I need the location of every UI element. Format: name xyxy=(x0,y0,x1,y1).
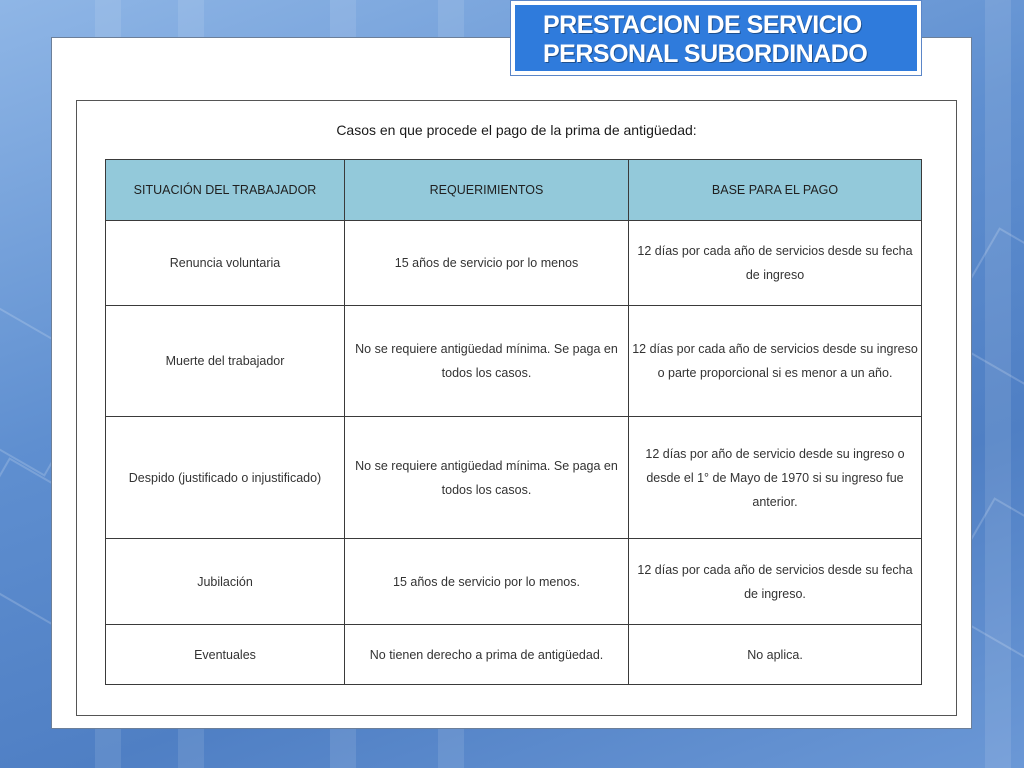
cell-requirements: 15 años de servicio por lo menos xyxy=(345,221,629,306)
table-row xyxy=(106,417,922,539)
header-situation: SITUACIÓN DEL TRABAJADOR xyxy=(106,160,345,221)
cell-payment-base: 12 días por año de servicio desde su ingreso o desde el 1° de Mayo de 1970 si su ingreso fue anterior. xyxy=(629,417,922,539)
table-row xyxy=(106,625,922,685)
seniority-premium-table xyxy=(105,159,922,685)
cell-requirements: No se requiere antigüedad mínima. Se paga en todos los casos. xyxy=(345,306,629,417)
cell-requirements: No tienen derecho a prima de antigüedad. xyxy=(345,625,629,685)
cell-requirements: 15 años de servicio por lo menos. xyxy=(345,539,629,625)
header-payment-base: BASE PARA EL PAGO xyxy=(629,160,922,221)
cell-payment-base: No aplica. xyxy=(629,625,922,685)
cell-payment-base: 12 días por cada año de servicios desde su ingreso o parte proporcional si es menor a un año. xyxy=(629,306,922,417)
table-row xyxy=(106,539,922,625)
cell-situation: Renuncia voluntaria xyxy=(106,221,345,306)
cell-situation: Jubilación xyxy=(106,539,345,625)
title-line-1: PRESTACION DE SERVICIO xyxy=(543,11,862,39)
cell-situation: Despido (justificado o injustificado) xyxy=(106,417,345,539)
cell-situation: Muerte del trabajador xyxy=(106,306,345,417)
table-header-row xyxy=(106,160,922,221)
title-box xyxy=(510,0,922,76)
table-row xyxy=(106,306,922,417)
cell-payment-base: 12 días por cada año de servicios desde su fecha de ingreso xyxy=(629,221,922,306)
table-row xyxy=(106,221,922,306)
title-line-2: PERSONAL SUBORDINADO xyxy=(543,40,868,68)
table-caption: Casos en que procede el pago de la prima de antigüedad: xyxy=(336,122,697,138)
cell-situation: Eventuales xyxy=(106,625,345,685)
title-banner xyxy=(515,5,917,71)
header-requirements: REQUERIMIENTOS xyxy=(345,160,629,221)
cell-requirements: No se requiere antigüedad mínima. Se paga en todos los casos. xyxy=(345,417,629,539)
cell-payment-base: 12 días por cada año de servicios desde su fecha de ingreso. xyxy=(629,539,922,625)
content-frame xyxy=(76,100,957,716)
